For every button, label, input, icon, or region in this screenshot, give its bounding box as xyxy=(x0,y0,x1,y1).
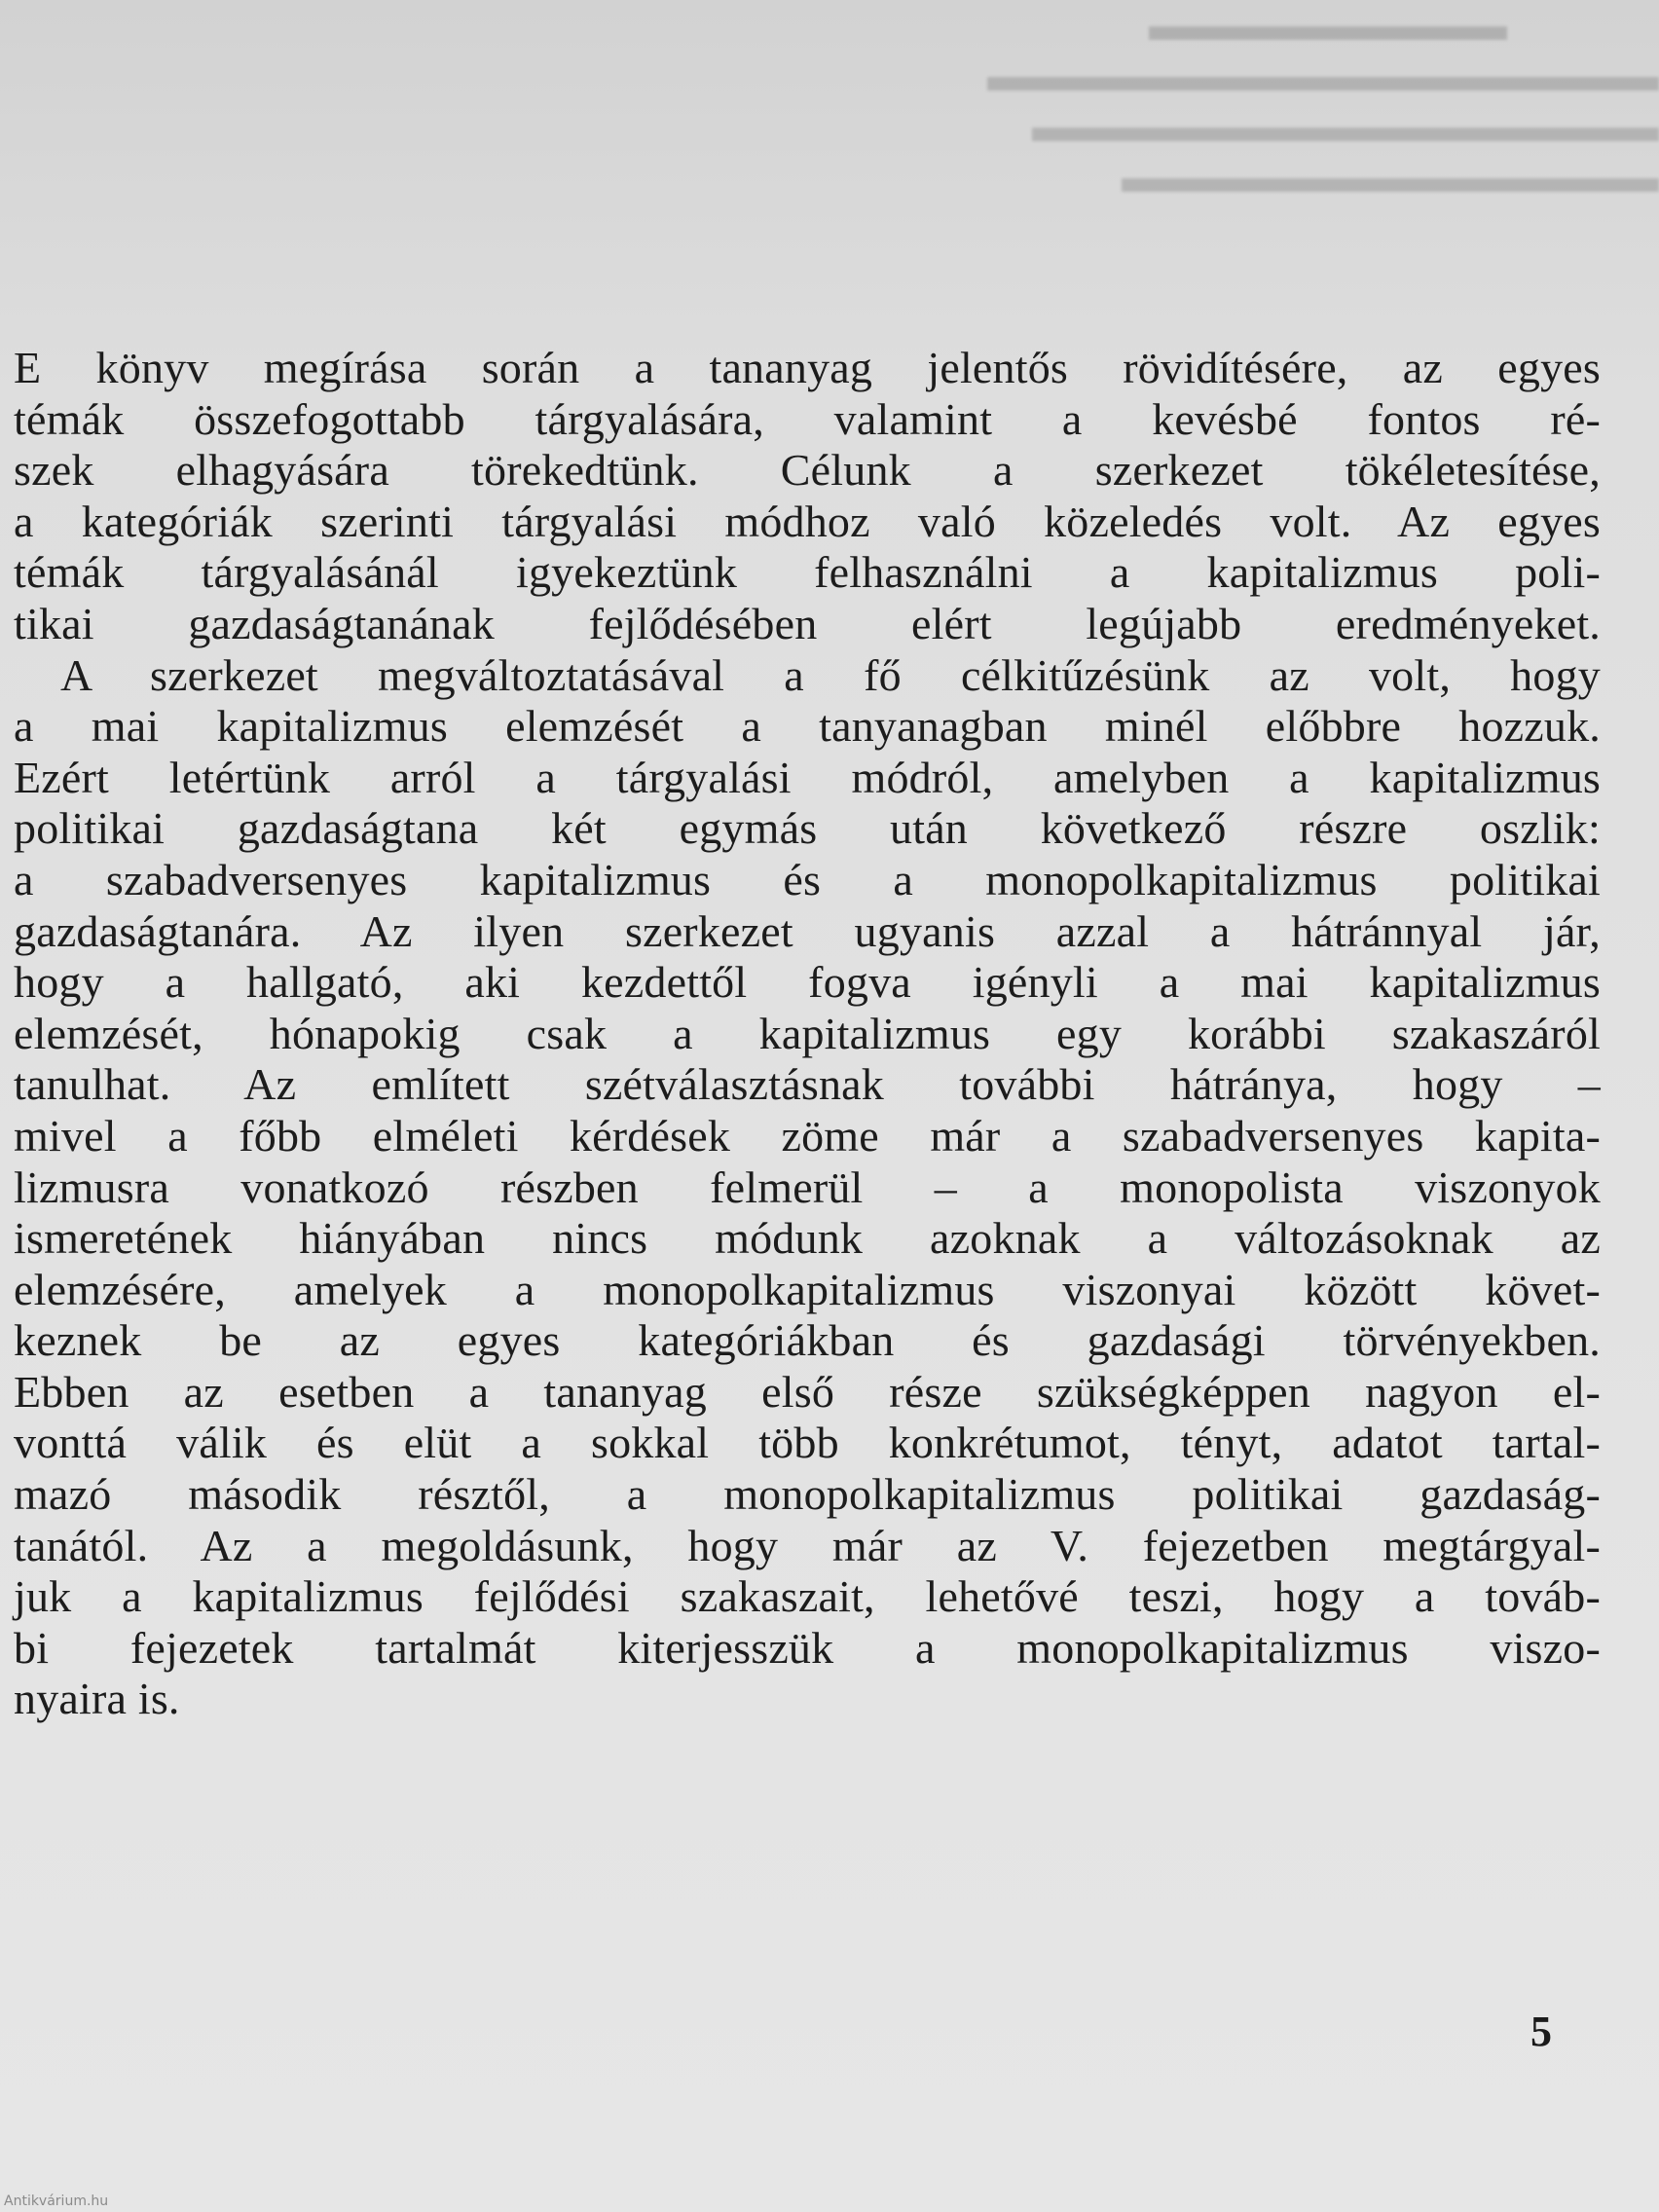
text-line: ismeretének hiányában nincs módunk azoknak a változásoknak az xyxy=(14,1213,1601,1264)
show-through-text xyxy=(987,0,1659,292)
text-line: bi fejezetek tartalmát kiterjesszük a monopolkapitalizmus viszo- xyxy=(14,1622,1601,1673)
text-line: szek elhagyására törekedtünk. Célunk a szerkezet tökéletesítése, xyxy=(14,445,1601,496)
show-through-line: ▬▬▬▬▬▬▬▬▬▬▬▬ xyxy=(1122,152,1659,202)
text-line: E könyv megírása során a tananyag jelentős rövidítésére, az egyes xyxy=(14,343,1601,392)
watermark: Antikvárium.hu xyxy=(4,2194,109,2209)
text-line: mazó második résztől, a monopolkapitalizmus politikai gazdaság- xyxy=(14,1469,1601,1520)
text-line: elemzésére, amelyek a monopolkapitalizmus viszonyai között követ- xyxy=(14,1264,1601,1314)
show-through-line: ▬▬▬▬▬▬▬▬▬▬▬▬▬▬ xyxy=(1032,101,1659,151)
text-line: hogy a hallgató, aki kezdettől fogva igényli a mai kapitalizmus xyxy=(14,957,1601,1008)
text-line: a szabadversenyes kapitalizmus és a monopolkapitalizmus politikai xyxy=(14,854,1601,904)
text-line: témák összefogottabb tárgyalására, valamint a kevésbé fontos ré- xyxy=(14,393,1601,444)
text-line: Ebben az esetben a tananyag első része szükségképpen nagyon el- xyxy=(14,1366,1601,1417)
text-line: gazdaságtanára. Az ilyen szerkezet ugyanis azzal a hátránnyal jár, xyxy=(14,905,1601,956)
text-line: Ezért letértünk arról a tárgyalási módról, amelyben a kapitalizmus xyxy=(14,752,1601,802)
text-line: tanától. Az a megoldásunk, hogy már az V. fejezetben megtárgyal- xyxy=(14,1520,1601,1570)
page-number: 5 xyxy=(1530,2008,1552,2055)
text-line: vonttá válik és elüt a sokkal több konkrétumot, tényt, adatot tartal- xyxy=(14,1418,1601,1468)
text-line: elemzését, hónapokig csak a kapitalizmus egy korábbi szakaszáról xyxy=(14,1008,1601,1058)
text-line: lizmusra vonatkozó részben felmerül – a monopolista viszonyok xyxy=(14,1161,1601,1212)
text-line: témák tárgyalásánál igyekeztünk felhasználni a kapitalizmus poli- xyxy=(14,547,1601,598)
text-line: mivel a főbb elméleti kérdések zöme már a szabadversenyes kapita- xyxy=(14,1110,1601,1161)
text-line: nyaira is. xyxy=(14,1674,180,1724)
show-through-line: ▬▬▬▬▬▬▬▬▬▬▬▬▬▬▬ xyxy=(987,51,1659,100)
text-line: a kategóriák szerinti tárgyalási módhoz való közeledés volt. Az egyes xyxy=(14,496,1601,546)
text-line: politikai gazdaságtana két egymás után következő részre oszlik: xyxy=(14,803,1601,854)
text-line: juk a kapitalizmus fejlődési szakaszait, lehetővé teszi, hogy a továb- xyxy=(14,1571,1601,1622)
body-text xyxy=(14,343,1601,1725)
text-line: a mai kapitalizmus elemzését a tanyanagban minél előbbre hozzuk. xyxy=(14,701,1601,752)
text-line: keznek be az egyes kategóriákban és gazdasági törvényekben. xyxy=(14,1315,1601,1366)
show-through-line: ▬▬▬▬▬▬▬▬ xyxy=(1149,0,1507,50)
text-line: A szerkezet megváltoztatásával a fő célkitűzésünk az volt, hogy xyxy=(60,649,1601,700)
text-line: tikai gazdaságtanának fejlődésében elért legújabb eredményeket. xyxy=(14,598,1601,648)
text-line: tanulhat. Az említett szétválasztásnak további hátránya, hogy – xyxy=(14,1059,1601,1110)
